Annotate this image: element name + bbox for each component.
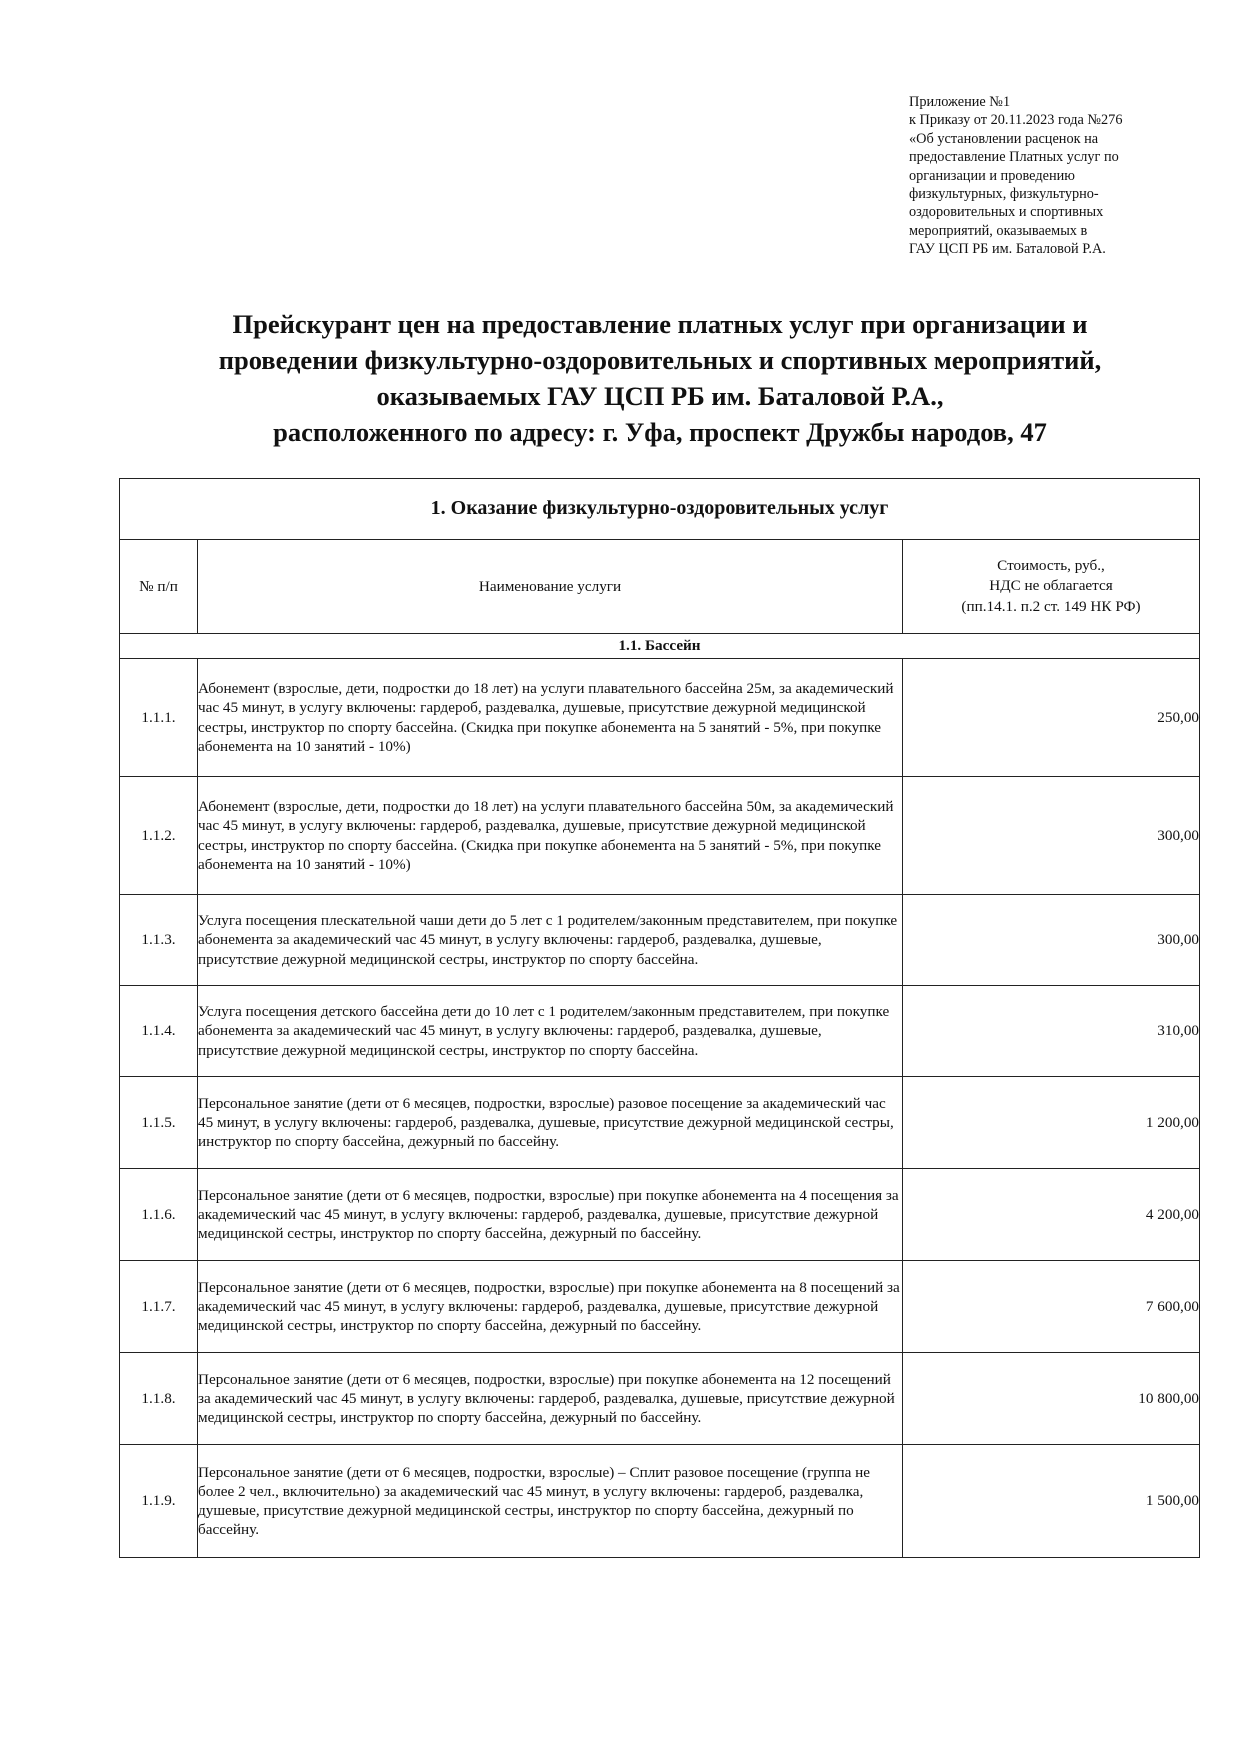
service-price: 300,00 <box>903 895 1200 986</box>
title-line: расположенного по адресу: г. Уфа, проспект Дружбы народов, 47 <box>273 417 1047 447</box>
service-name: Персональное занятие (дети от 6 месяцев, подростки, взрослые) разовое посещение за академический час 45 минут, в услугу включены: гардероб, раздевалка, душевые, присутствие дежурной медицинской сестры, инструктор по спорту бассейна, дежурный по бассейну. <box>198 1077 903 1169</box>
appendix-line: к Приказу от 20.11.2023 года №276 <box>909 112 1123 129</box>
appendix-line: предоставление Платных услуг по <box>909 149 1119 166</box>
appendix-line: ГАУ ЦСП РБ им. Баталовой Р.А. <box>909 241 1106 258</box>
row-number: 1.1.9. <box>120 1445 198 1558</box>
table-row <box>120 1169 1200 1261</box>
table-row <box>120 1445 1200 1558</box>
column-header-row <box>120 540 1200 634</box>
row-number: 1.1.7. <box>120 1261 198 1353</box>
subsection-title: 1.1. Бассейн <box>120 634 1200 659</box>
title-line: проведении физкультурно-оздоровительных и спортивных мероприятий, <box>218 345 1102 375</box>
table-row <box>120 659 1200 777</box>
appendix-line: Приложение №1 <box>909 94 1011 110</box>
row-number: 1.1.4. <box>120 986 198 1077</box>
service-price: 310,00 <box>903 986 1200 1077</box>
service-name: Персональное занятие (дети от 6 месяцев, подростки, взрослые) при покупке абонемента на 12 посещений за академический час 45 минут, в услугу включены: гардероб, раздевалка, душевые, присутствие дежурной медицинской сестры, инструктор по спорту бассейна, дежурный по бассейну. <box>198 1353 903 1445</box>
num-column-header: № п/п <box>120 540 198 634</box>
row-number: 1.1.5. <box>120 1077 198 1169</box>
service-name: Услуга посещения детского бассейна дети до 10 лет с 1 родителем/законным представителем, при покупке абонемента за академический час 45 минут, в услугу включены: гардероб, раздевалка, душевые, присутствие дежурной медицинской сестры, инструктор по спорту бассейна. <box>198 986 903 1077</box>
table-row <box>120 1261 1200 1353</box>
service-price: 10 800,00 <box>903 1353 1200 1445</box>
cost-column-header <box>903 540 1200 634</box>
appendix-note <box>909 93 1209 259</box>
appendix-line: физкультурных, физкультурно- <box>909 186 1099 203</box>
subsection-header-row <box>120 634 1200 659</box>
appendix-line: оздоровительных и спортивных <box>909 204 1104 221</box>
table-row <box>120 1077 1200 1169</box>
title-line: оказываемых ГАУ ЦСП РБ им. Баталовой Р.А., <box>376 381 944 411</box>
table-row <box>120 895 1200 986</box>
service-name: Персональное занятие (дети от 6 месяцев, подростки, взрослые) при покупке абонемента на 8 посещений за академический час 45 минут, в услугу включены: гардероб, раздевалка, душевые, присутствие дежурной медицинской сестры, инструктор по спорту бассейна, дежурный по бассейну. <box>198 1261 903 1353</box>
service-price: 250,00 <box>903 659 1200 777</box>
service-name: Персональное занятие (дети от 6 месяцев, подростки, взрослые) – Сплит разовое посещение (группа не более 2 чел., включительно) за академический час 45 минут, в услугу включены: гардероб, раздевалка, душевые, присутствие дежурной медицинской сестры, инструктор по спорту бассейна, дежурный по бассейну. <box>198 1445 903 1558</box>
row-number: 1.1.2. <box>120 777 198 895</box>
price-table <box>119 478 1200 1558</box>
table-row <box>120 1353 1200 1445</box>
cost-header-line: Стоимость, руб., <box>997 556 1105 574</box>
name-column-header: Наименование услуги <box>198 540 903 634</box>
section-header-row <box>120 479 1200 540</box>
cost-header-line: НДС не облагается <box>989 577 1113 595</box>
appendix-line: «Об установлении расценок на <box>909 130 1099 147</box>
service-price: 300,00 <box>903 777 1200 895</box>
appendix-line: организации и проведению <box>909 167 1075 184</box>
row-number: 1.1.6. <box>120 1169 198 1261</box>
service-name: Персональное занятие (дети от 6 месяцев, подростки, взрослые) при покупке абонемента на 4 посещения за академический час 45 минут, в услугу включены: гардероб, раздевалка, душевые, присутствие дежурной медицинской сестры, инструктор по спорту бассейна, дежурный по бассейну. <box>198 1169 903 1261</box>
table-row <box>120 777 1200 895</box>
service-price: 7 600,00 <box>903 1261 1200 1353</box>
service-name: Услуга посещения плескательной чаши дети до 5 лет с 1 родителем/законным представителем, при покупке абонемента за академический час 45 минут, в услугу включены: гардероб, раздевалка, душевые, присутствие дежурной медицинской сестры, инструктор по спорту бассейна. <box>198 895 903 986</box>
row-number: 1.1.1. <box>120 659 198 777</box>
title-line: Прейскурант цен на предоставление платных услуг при организации и <box>232 309 1088 339</box>
cost-header-line: (пп.14.1. п.2 ст. 149 НК РФ) <box>961 597 1141 615</box>
appendix-line: мероприятий, оказываемых в <box>909 222 1088 239</box>
service-price: 1 500,00 <box>903 1445 1200 1558</box>
section-title: 1. Оказание физкультурно-оздоровительных услуг <box>120 479 1200 540</box>
document-title <box>60 306 1239 450</box>
row-number: 1.1.8. <box>120 1353 198 1445</box>
service-name: Абонемент (взрослые, дети, подростки до 18 лет) на услуги плавательного бассейна 25м, за академический час 45 минут, в услугу включены: гардероб, раздевалка, душевые, присутствие дежурной медицинской сестры, инструктор по спорту бассейна. (Скидка при покупке абонемента на 5 занятий - 5%, при покупке абонемента на 10 занятий - 10%) <box>198 659 903 777</box>
service-name: Абонемент (взрослые, дети, подростки до 18 лет) на услуги плавательного бассейна 50м, за академический час 45 минут, в услугу включены: гардероб, раздевалка, душевые, присутствие дежурной медицинской сестры, инструктор по спорту бассейна. (Скидка при покупке абонемента на 5 занятий - 5%, при покупке абонемента на 10 занятий - 10%) <box>198 777 903 895</box>
table-row <box>120 986 1200 1077</box>
service-price: 1 200,00 <box>903 1077 1200 1169</box>
row-number: 1.1.3. <box>120 895 198 986</box>
service-price: 4 200,00 <box>903 1169 1200 1261</box>
